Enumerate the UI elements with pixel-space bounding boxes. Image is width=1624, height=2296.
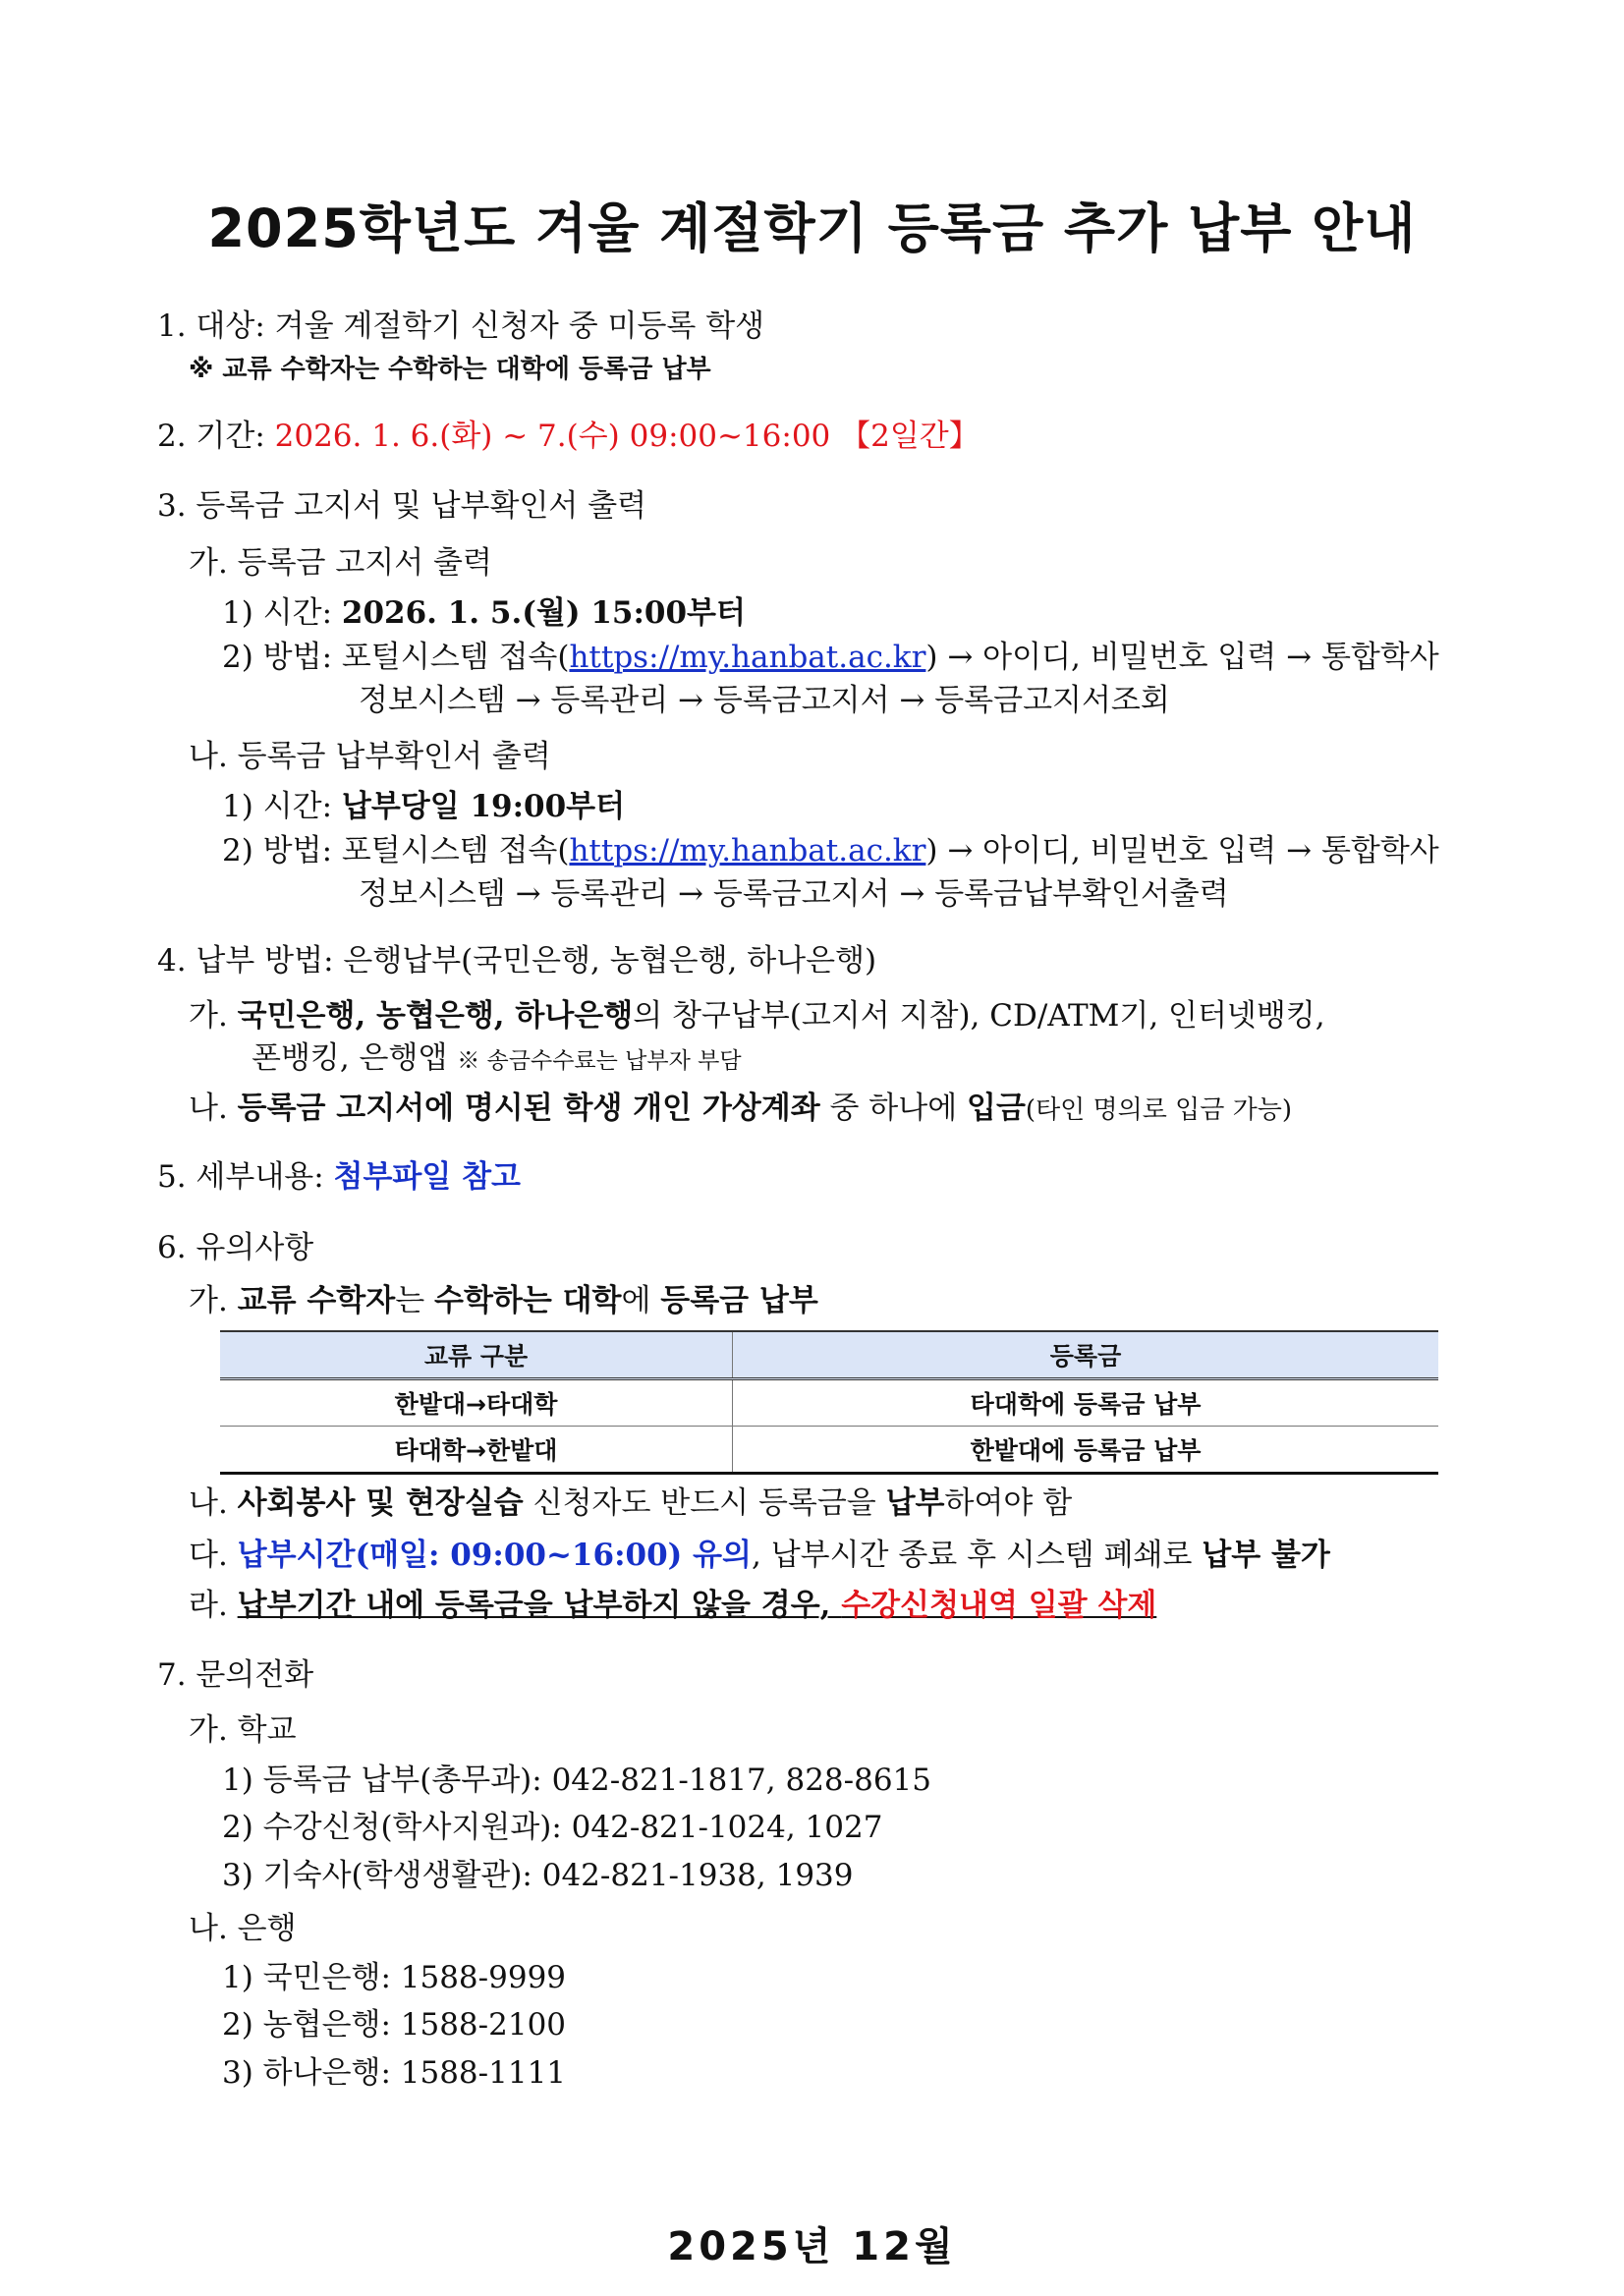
method-steps: ) → 아이디, 비밀번호 입력 → 통합학사 [925,640,1439,675]
item-marker: 가. [189,1283,238,1318]
section-4-title: 4. 납부 방법: 은행납부(국민은행, 농협은행, 하나은행) [157,943,877,979]
section-1-target: 1. 대상: 겨울 계절학기 신청자 중 미등록 학생 [157,308,765,344]
service-practicum: 사회봉사 및 현장실습 [237,1485,524,1521]
section-6c [189,1536,1330,1575]
unpaid-warning: 납부기간 내에 등록금을 납부하지 않을 경우, [237,1588,842,1623]
section-5-label: 5. 세부내용: [157,1159,334,1195]
section-3-title: 3. 등록금 고지서 및 납부확인서 출력 [157,488,647,524]
period-duration: 【2일간】 [840,419,980,454]
portal-link[interactable]: https://my.hanbat.ac.kr [569,833,926,868]
section-6b [189,1484,1072,1523]
section-3b-title: 나. 등록금 납부확인서 출력 [189,739,551,774]
contact-item: 3) 기숙사(학생생활관): 042-821-1938, 1939 [222,1858,854,1893]
exchange-student: 교류 수학자 [237,1283,396,1318]
section-6a [189,1281,818,1320]
section-6d [189,1586,1156,1625]
text: , 납부시간 종료 후 시스템 폐쇄로 [752,1538,1203,1573]
section-4b [189,1089,1292,1130]
contact-item: 2) 농협은행: 1588-2100 [222,2007,567,2043]
table-row [220,1379,1438,1427]
contact-item: 1) 등록금 납부(총무과): 042-821-1817, 828-8615 [222,1763,932,1798]
section-1-note: ※ 교류 수학자는 수학하는 대학에 등록금 납부 [189,355,711,384]
payment: 납부 [885,1485,945,1521]
section-4a [189,996,1325,1036]
payment-channels-cont: 폰뱅킹, 은행앱 [252,1040,458,1076]
table-cell: 타대학→한밭대 [220,1427,733,1474]
payment-channels: 의 창구납부(고지서 지참), CD/ATM기, 인터넷뱅킹, [633,998,1325,1034]
section-3b-2-cont: 정보시스템 → 등록관리 → 등록금고지서 → 등록금납부확인서출력 [359,876,1229,912]
item-marker: 다. [189,1538,238,1573]
text: 하여야 함 [944,1485,1073,1521]
section-6-title: 6. 유의사항 [157,1230,314,1265]
receipt-print-time: 납부당일 19:00부터 [341,789,626,824]
bill-print-time: 2026. 1. 5.(월) 15:00부터 [341,595,746,631]
virtual-account: 등록금 고지서에 명시된 학생 개인 가상계좌 [237,1091,820,1126]
fee-note: ※ 송금수수료는 납부자 부담 [457,1048,742,1074]
payment-hours: 납부시간(매일: 09:00~16:00) 유의 [237,1538,753,1573]
section-5 [157,1157,521,1197]
item-marker: 나. [189,1091,238,1126]
table-row [220,1427,1438,1474]
bank-names: 국민은행, 농협은행, 하나은행 [237,998,634,1034]
text: 는 [395,1283,434,1318]
table-header: 교류 구분 [220,1331,733,1379]
section-3b-2 [222,831,1439,870]
section-7b-title: 나. 은행 [189,1911,297,1946]
payment-impossible: 납부 불가 [1202,1538,1330,1573]
contact-item: 2) 수강신청(학사지원과): 042-821-1024, 1027 [222,1810,883,1845]
item-marker: 나. [189,1485,238,1521]
table-cell: 한밭대에 등록금 납부 [733,1427,1439,1474]
table-cell: 타대학에 등록금 납부 [733,1379,1439,1427]
section-3a-2-cont: 정보시스템 → 등록관리 → 등록금고지서 → 등록금고지서조회 [359,683,1170,718]
registration-deletion: 수강신청내역 일괄 삭제 [841,1588,1157,1623]
portal-link[interactable]: https://my.hanbat.ac.kr [569,640,926,675]
section-2-period [157,417,980,456]
deposit-note: (타인 명의로 입금 가능) [1025,1095,1293,1125]
time-label: 1) 시간: [222,595,342,631]
section-2-label: 2. 기간: [157,419,275,454]
time-label: 1) 시간: [222,789,342,824]
attachment-reference: 첨부파일 참고 [333,1159,521,1195]
period-dates: 2026. 1. 6.(화) ~ 7.(수) 09:00~16:00 [274,419,841,454]
method-steps: ) → 아이디, 비밀번호 입력 → 통합학사 [925,833,1439,868]
contact-item: 1) 국민은행: 1588-9999 [222,1960,567,1995]
contact-item: 3) 하나은행: 1588-1111 [222,2055,567,2091]
text: 신청자도 반드시 등록금을 [523,1485,886,1521]
table-header-row [220,1331,1438,1379]
tuition-payment: 등록금 납부 [660,1283,818,1318]
text: 에 [621,1283,661,1318]
section-7-title: 7. 문의전화 [157,1657,314,1693]
method-label: 2) 방법: 포털시스템 접속( [222,640,570,675]
method-label: 2) 방법: 포털시스템 접속( [222,833,570,868]
item-marker: 라. [189,1588,238,1623]
section-4a-cont [252,1038,742,1081]
item-marker: 가. [189,998,238,1034]
section-3a-title: 가. 등록금 고지서 출력 [189,545,492,581]
exchange-table [220,1330,1438,1475]
table-cell: 한밭대→타대학 [220,1379,733,1427]
section-3b-1 [222,787,625,826]
issue-date: 2025년 12월 [667,2224,957,2269]
section-7a-title: 가. 학교 [189,1712,297,1748]
section-3a-2 [222,638,1439,677]
section-4b-text: 중 하나에 [819,1091,968,1126]
page-title: 2025학년도 겨울 계절학기 등록금 추가 납부 안내 [207,197,1417,259]
deposit: 입금 [967,1091,1026,1126]
table-header: 등록금 [733,1331,1439,1379]
host-university: 수학하는 대학 [434,1283,622,1318]
section-3a-1 [222,593,746,633]
